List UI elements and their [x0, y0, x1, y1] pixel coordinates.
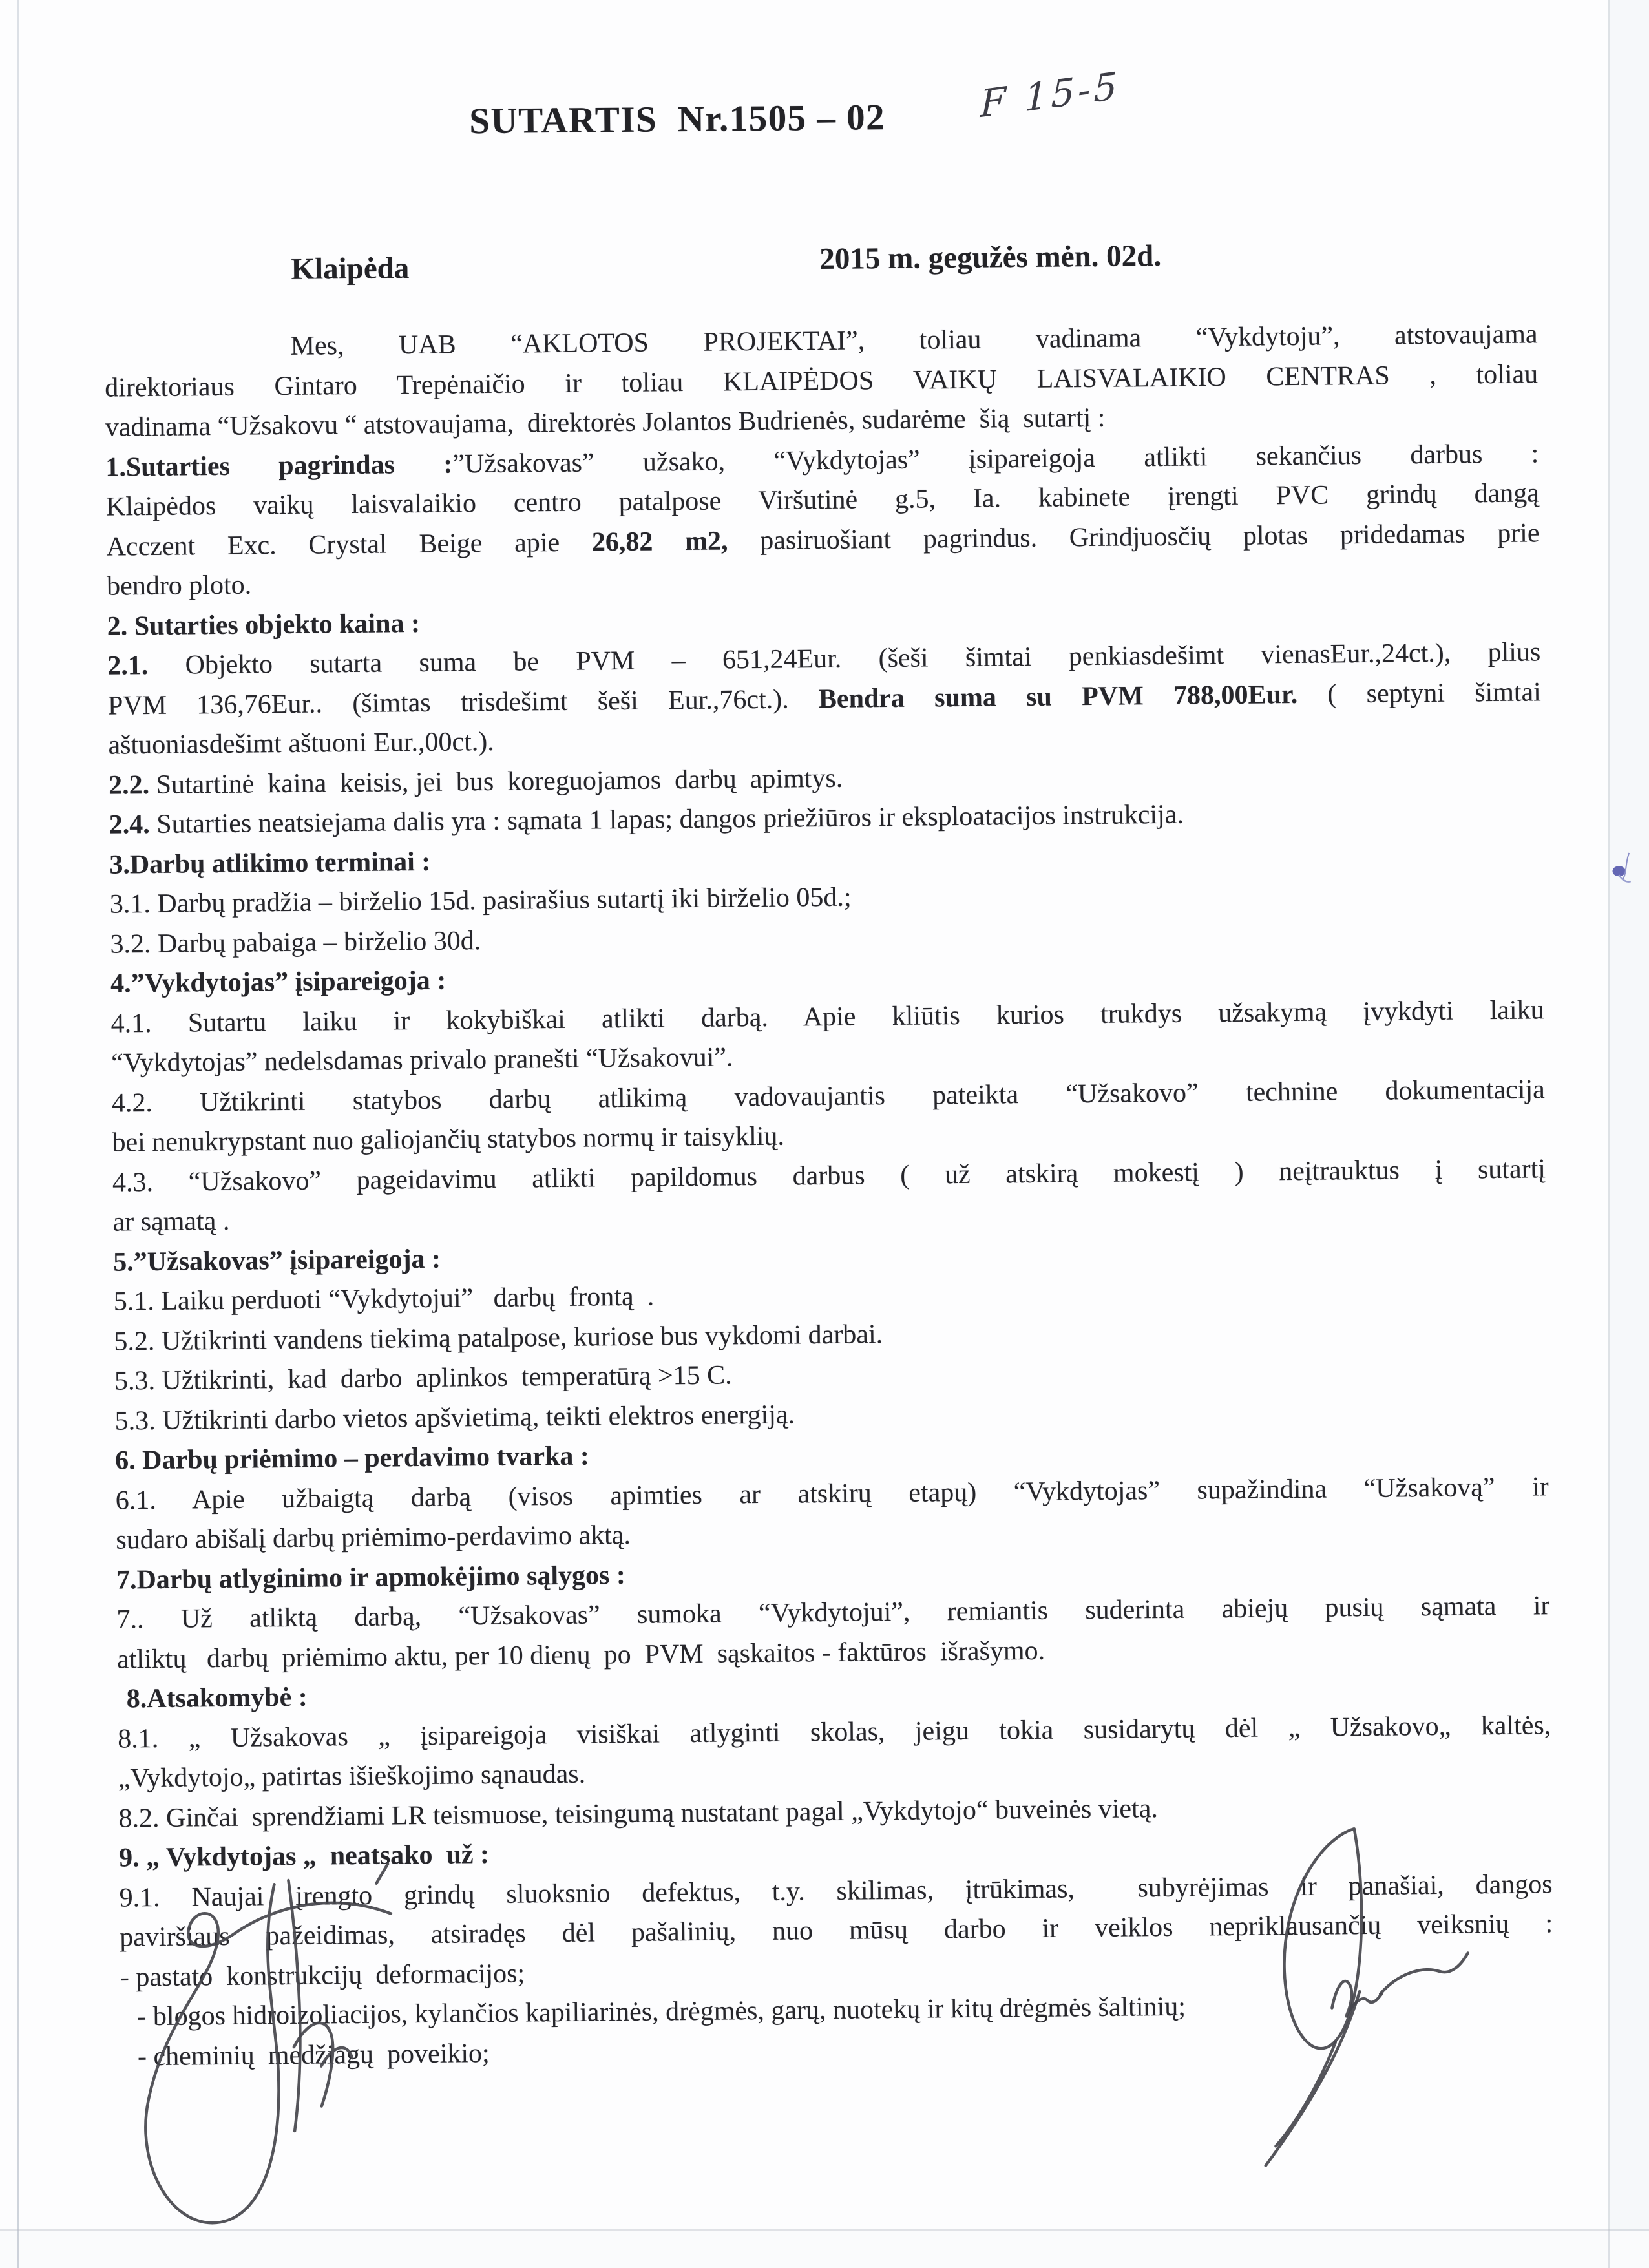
- document-place: Klaipėda: [291, 251, 410, 286]
- contract-line-37: „Vykdytojo„ patirtas išieškojimo sąnaudas.: [118, 1759, 586, 1794]
- contract-line-36: 8.1. „ Užsakovas „ įsipareigoja visiškai atlyginti skolas, jeigu tokia susidarytų dėl „ Užsakovo„ kaltės,: [118, 1710, 1551, 1754]
- contract-line-23: ar sąmatą .: [112, 1206, 230, 1237]
- contract-line-3: vadinama “Užsakovu “ atstovaujama, direktorės Jolantos Budrienės, sudarėme šią sutartį :: [105, 403, 1106, 443]
- contract-line-8: 2. Sutarties objekto kaina :: [107, 608, 421, 642]
- contract-line-10: PVM 136,76Eur.. (šimtas trisdešimt šeši Eur.,76ct.). Bendra suma su PVM 788,00Eur. ( septyni šimtai: [107, 677, 1542, 721]
- contract-line-31: sudaro abišalį darbų priėmimo-perdavimo aktą.: [116, 1520, 631, 1555]
- contract-line-9: 2.1. Objekto sutarta suma be PVM – 651,24Eur. (šeši šimtai penkiasdešimt vienasEur.,24ct.), plius: [107, 637, 1541, 681]
- blue-ink-mark: [1610, 850, 1641, 889]
- contract-line-14: 3.Darbų atlikimo terminai :: [109, 846, 431, 880]
- contract-line-44: - cheminių medžiagų poveikio;: [137, 2038, 490, 2072]
- contract-line-42: - pastato konstrukcijų deformacijos;: [120, 1958, 525, 1993]
- contract-line-6: Acczent Exc. Crystal Beige apie 26,82 m2, pasiruošiant pagrindus. Grindjuosčių plotas pridedamas prie: [106, 518, 1540, 562]
- contract-line-20: 4.2. Užtikrinti statybos darbų atlikimą vadovaujantis pateikta “Užsakovo” technine dokumentacija: [111, 1074, 1545, 1118]
- contract-line-29: 6. Darbų priėmimo – perdavimo tvarka :: [114, 1441, 590, 1476]
- contract-line-2: direktoriaus Gintaro Trepėnaičio ir toliau KLAIPĖDOS VAIKŲ LAISVALAIKIO CENTRAS , toliau: [105, 359, 1539, 403]
- contract-line-1: Mes, UAB “AKLOTOS PROJEKTAI”, toliau vadinama “Vykdytoju”, atstovaujama: [290, 319, 1538, 361]
- contract-line-5: Klaipėdos vaikų laisvalaikio centro patalpose Viršutinė g.5, Ia. kabinete įrengti PVC grindų dangą: [105, 478, 1540, 522]
- contract-line-32: 7.Darbų atlyginimo ir apmokėjimo sąlygos :: [116, 1560, 626, 1595]
- contract-line-35: 8.Atsakomybė :: [126, 1682, 308, 1714]
- contract-line-43: - blogos hidroizoliacijos, kylančios kapiliarinės, drėgmės, garų, nuotekų ir kitų drėgmės šaltinių;: [137, 1991, 1186, 2032]
- handwritten-signature-left: [119, 1845, 426, 2249]
- document-title: SUTARTIS Nr.1505 – 02: [468, 97, 886, 142]
- contract-line-41: paviršiaus pažeidimas, atsiradęs dėl pašalinių, nuo mūsų darbo ir veiklos nepriklausančių veiksnių :: [120, 1909, 1553, 1953]
- contract-line-7: bendro ploto.: [106, 570, 252, 602]
- contract-line-28: 5.3. Užtikrinti darbo vietos apšvietimą, teikti elektros energiją.: [114, 1399, 795, 1436]
- contract-line-26: 5.2. Užtikrinti vandens tiekimą patalpose, kuriose bus vykdomi darbai.: [114, 1319, 883, 1357]
- contract-line-38: 8.2. Ginčai sprendžiami LR teismuose, teisingumą nustatant pagal „Vykdytojo“ buveinės vietą.: [118, 1793, 1159, 1834]
- contract-line-40: 9.1. Naujai įrengto grindų sluoksnio defektus, t.y. skilimas, įtrūkimas, subyrėjimas ir panašiai, dangos: [119, 1869, 1553, 1913]
- contract-line-17: 4.”Vykdytojas” įsipareigoja :: [110, 965, 446, 999]
- contract-line-4: 1.Sutarties pagrindas :”Užsakovas” užsako, “Vykdytojas” įsipareigoja atlikti sekančius darbus :: [105, 438, 1539, 483]
- contract-line-21: bei nenukrypstant nuo galiojančių statybos normų ir taisyklių.: [112, 1121, 785, 1158]
- contract-line-13: 2.4. Sutarties neatsiejama dalis yra : sąmata 1 lapas; dangos priežiūros ir eksploatacijos instrukcija.: [109, 799, 1184, 840]
- contract-line-27: 5.3. Užtikrinti, kad darbo aplinkos temperatūrą >15 C.: [114, 1360, 732, 1396]
- contract-line-25: 5.1. Laiku perduoti “Vykdytojui” darbų frontą .: [113, 1281, 655, 1317]
- contract-line-12: 2.2. Sutartinė kaina keisis, jei bus koreguojamos darbų apimtys.: [108, 763, 843, 801]
- contract-line-33: 7.. Už atliktą darbą, “Užsakovas” sumoka “Vykdytojui”, remiantis suderinta abiejų pusių sąmata ir: [116, 1591, 1550, 1635]
- contract-line-30: 6.1. Apie užbaigtą darbą (visos apimties ar atskirų etapų) “Vykdytojas” supažindina “Užsakovą” ir: [115, 1471, 1549, 1516]
- contract-line-22: 4.3. “Užsakovo” pageidavimu atlikti papildomus darbus ( už atskirą mokestį ) neįtrauktus į sutartį: [112, 1153, 1546, 1198]
- contract-line-16: 3.2. Darbų pabaiga – birželio 30d.: [110, 925, 481, 960]
- contract-line-15: 3.1. Darbų pradžia – birželio 15d. pasirašius sutartį iki birželio 05d.;: [109, 882, 852, 919]
- contract-line-18: 4.1. Sutartu laiku ir kokybiškai atlikti darbą. Apie kliūtis kurios trukdys užsakymą įvykdyti laiku: [110, 994, 1544, 1039]
- handwritten-signature-right: [1184, 1777, 1492, 2187]
- contract-line-34: atliktų darbų priėmimo aktu, per 10 dienų po PVM sąskaitos - faktūros išrašymo.: [116, 1635, 1045, 1675]
- contract-line-39: 9. „ Vykdytojas „ neatsako už :: [118, 1840, 490, 1873]
- contract-line-24: 5.”Užsakovas” įsipareigoja :: [112, 1244, 441, 1277]
- contract-line-19: “Vykdytojas” nedelsdamas privalo pranešti “Užsakovui”.: [111, 1042, 733, 1078]
- document-date: 2015 m. gegužės mėn. 02d.: [819, 238, 1162, 277]
- contract-line-11: aštuoniasdešimt aštuoni Eur.,00ct.).: [108, 726, 494, 761]
- handwritten-annotation: F 15-5: [980, 63, 1121, 127]
